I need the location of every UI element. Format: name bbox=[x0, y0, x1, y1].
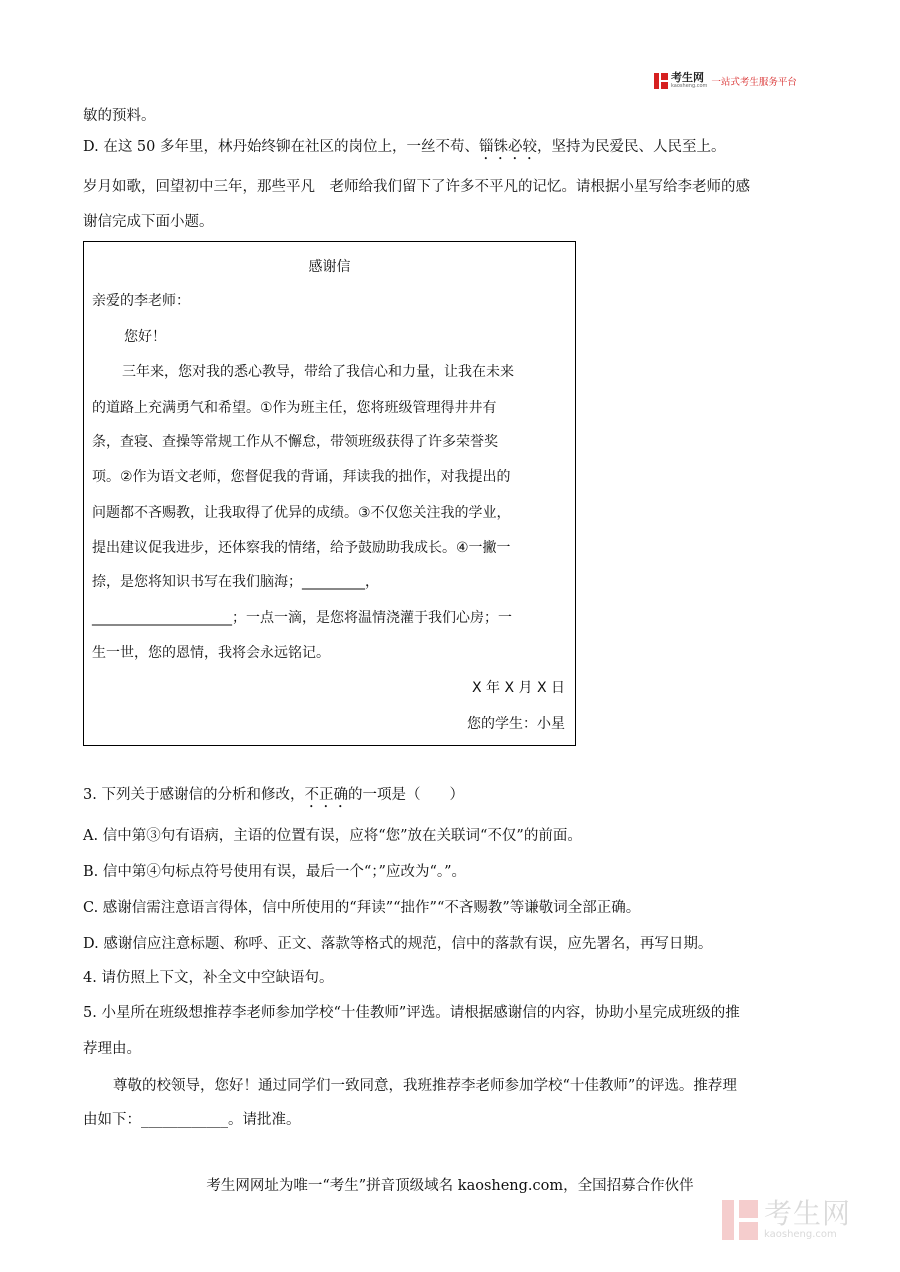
option-d-emphasis: 锱铢必较 bbox=[479, 139, 537, 155]
letter-line: 条，查寝、查操等常规工作从不懈怠，带领班级获得了许多荣誉奖 bbox=[92, 434, 498, 450]
letter-line: 生一世，您的恩情，我将会永远铭记。 bbox=[92, 645, 330, 661]
logo-slogan: 一站式考生服务平台 bbox=[711, 76, 797, 88]
letter-greeting: 您好！ bbox=[124, 329, 166, 345]
option-d-suffix: ，坚持为民爱民、人民至上。 bbox=[537, 139, 726, 155]
letter-title: 感谢信 bbox=[308, 259, 351, 275]
recommendation-line-2: 由如下：____________。请批准。 bbox=[83, 1112, 301, 1128]
question-3 bbox=[83, 785, 464, 811]
letter-line: 三年来，您对我的悉心教导，带给了我信心和力量，让我在未来 bbox=[122, 364, 514, 380]
logo-name: 考生网 bbox=[671, 71, 704, 84]
watermark-name: 考生网 bbox=[764, 1197, 852, 1230]
question-5-line-1: 5. 小星所在班级想推荐李老师参加学校“十佳教师”评选。请根据感谢信的内容，协助小星完成班级的推 bbox=[83, 1005, 740, 1021]
question-5-line-2: 荐理由。 bbox=[83, 1041, 141, 1057]
header-logo bbox=[654, 72, 797, 89]
thank-you-letter-box bbox=[83, 241, 576, 746]
q3-emphasis: 不正确 bbox=[304, 787, 348, 803]
letter-signature: 您的学生：小星 bbox=[467, 716, 565, 732]
q3-prefix: 3. 下列关于感谢信的分析和修改， bbox=[83, 787, 305, 803]
kaosheng-logo-icon bbox=[654, 73, 668, 89]
letter-line: 问题都不吝赐教，让我取得了优异的成绩。③不仅您关注我的学业， bbox=[92, 505, 511, 521]
footer-text: 考生网网址为唯一“考生”拼音顶级域名 kaosheng.com，全国招募合作伙伴 bbox=[206, 1178, 694, 1194]
q3-option-c: C. 感谢信需注意语言得体，信中所使用的“拜读”“拙作”“不吝赐教”等谦敬词全部正确。 bbox=[83, 900, 641, 916]
intro-line-1: 岁月如歌，回望初中三年，那些平凡 老师给我们留下了许多不平凡的记忆。请根据小星写给李老师的感 bbox=[83, 179, 750, 195]
letter-line: 提出建议促我进步，还体察我的情绪，给予鼓励助我成长。④一撇一 bbox=[92, 540, 511, 556]
watermark-logo-icon bbox=[722, 1200, 758, 1240]
letter-salutation: 亲爱的李老师： bbox=[92, 293, 190, 309]
recommendation-line-1: 尊敬的校领导，您好！通过同学们一致同意，我班推荐李老师参加学校“十佳教师”的评选。推荐理 bbox=[113, 1078, 737, 1094]
kaosheng-watermark bbox=[722, 1197, 852, 1240]
q3-suffix: 的一项是（ ） bbox=[347, 787, 464, 803]
letter-line: 捺，是您将知识书写在我们脑海；_________， bbox=[92, 574, 379, 590]
watermark-domain: kaosheng.com bbox=[764, 1229, 837, 1240]
letter-line: ____________________；一点一滴，是您将温情浇灌于我们心房；一 bbox=[92, 610, 512, 626]
letter-line: 项。②作为语文老师，您督促我的背诵，拜读我的拙作，对我提出的 bbox=[92, 469, 511, 485]
question-4: 4. 请仿照上下文，补全文中空缺语句。 bbox=[83, 970, 334, 986]
letter-date: X 年 X 月 X 日 bbox=[471, 680, 565, 696]
q3-option-b: B. 信中第④句标点符号使用有误，最后一个“；”应改为“。”。 bbox=[83, 864, 467, 880]
logo-domain: kaosheng.com bbox=[671, 83, 708, 89]
q3-option-a: A. 信中第③句有语病，主语的位置有误，应将“您”放在关联词“不仅”的前面。 bbox=[83, 828, 582, 844]
letter-line: 的道路上充满勇气和希望。①作为班主任，您将班级管理得井井有 bbox=[92, 400, 497, 416]
option-d-prefix: D. 在这 50 多年里，林丹始终铆在社区的岗位上，一丝不苟、 bbox=[83, 139, 479, 155]
option-d-line bbox=[83, 137, 726, 163]
continuation-line: 敏的预料。 bbox=[83, 108, 156, 124]
intro-line-2: 谢信完成下面小题。 bbox=[83, 214, 214, 230]
q3-option-d: D. 感谢信应注意标题、称呼、正文、落款等格式的规范，信中的落款有误，应先署名，再写日期。 bbox=[83, 936, 713, 952]
